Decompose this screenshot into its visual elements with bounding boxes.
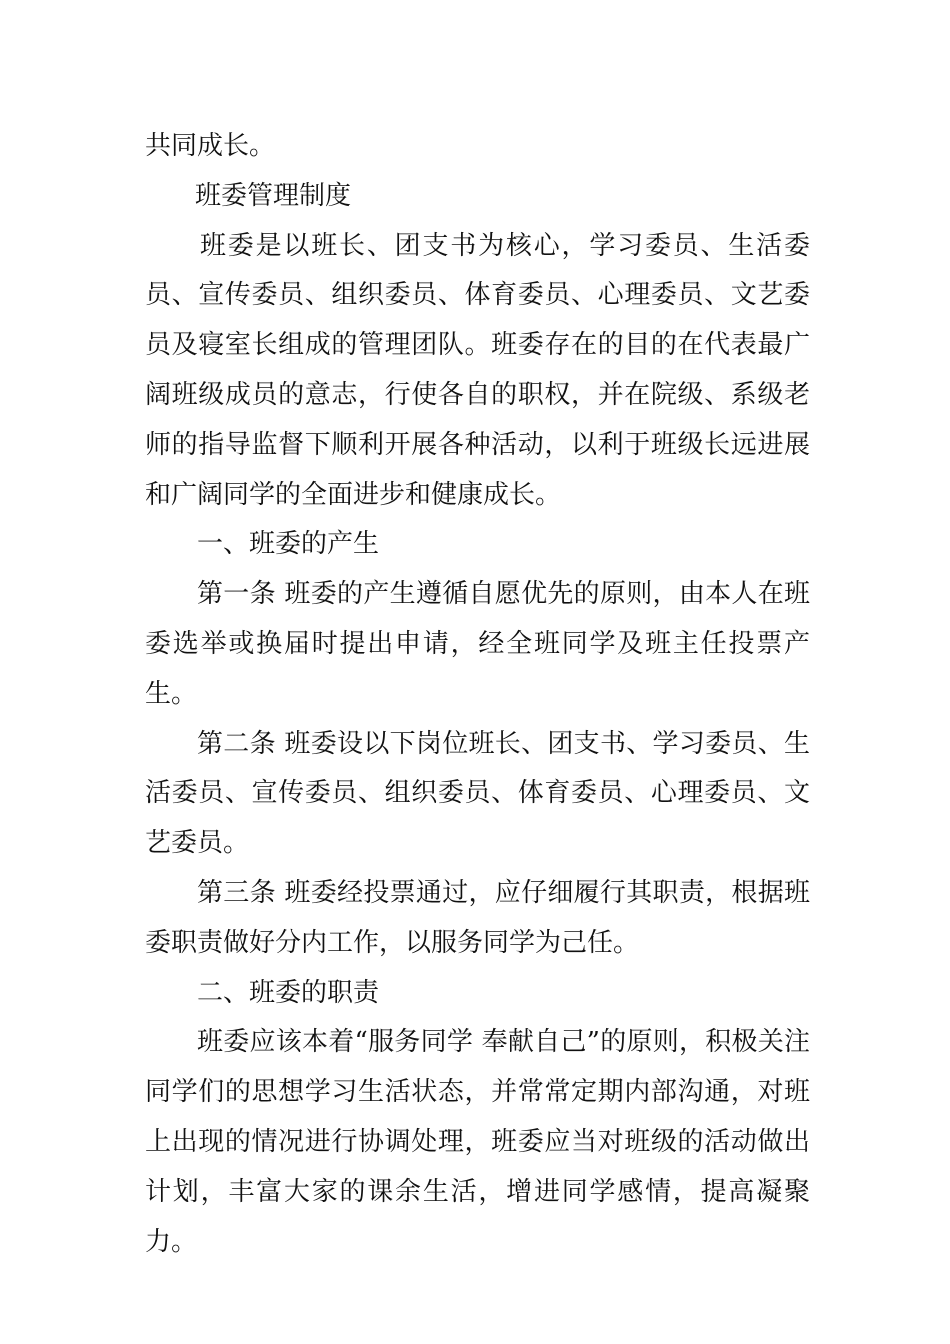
paragraph-continuation: 共同成长。 — [145, 131, 276, 161]
article-one: 第一条 班委的产生遵循自愿优先的原则，由本人在班委选举或换届时提出申请，经全班同学及班主任投票产生。 — [145, 579, 810, 709]
article-three: 第三条 班委经投票通过，应仔细履行其职责，根据班委职责做好分内工作，以服务同学为己任。 — [145, 877, 810, 958]
heading-generation: 一、班委的产生 — [197, 529, 380, 560]
duties-paragraph: 班委应该本着“服务同学 奉献自己”的原则，积极关注同学们的思想学习生活状态，并常常定期内部沟通，对班上出现的情况进行协调处理，班委应当对班级的活动做出计划，丰富大家的课余生活，增进同学感情，提高凝聚力。 — [145, 1027, 810, 1257]
article-two: 第二条 班委设以下岗位班长、团支书、学习委员、生活委员、宣传委员、组织委员、体育委员、心理委员、文艺委员。 — [145, 728, 810, 859]
heading-duties: 二、班委的职责 — [197, 977, 380, 1008]
document-body — [145, 122, 810, 1267]
section-title: 班委管理制度 — [195, 180, 352, 211]
intro-paragraph: 班委是以班长、团支书为核心，学习委员、生活委员、宣传委员、组织委员、体育委员、心理委员、文艺委员及寝室长组成的管理团队。班委存在的目的在代表最广阔班级成员的意志，行使各自的职权，并在院级、系级老师的指导监督下顺利开展各种活动，以利于班级长远进展和广阔同学的全面进步和健康成长。 — [145, 230, 810, 510]
